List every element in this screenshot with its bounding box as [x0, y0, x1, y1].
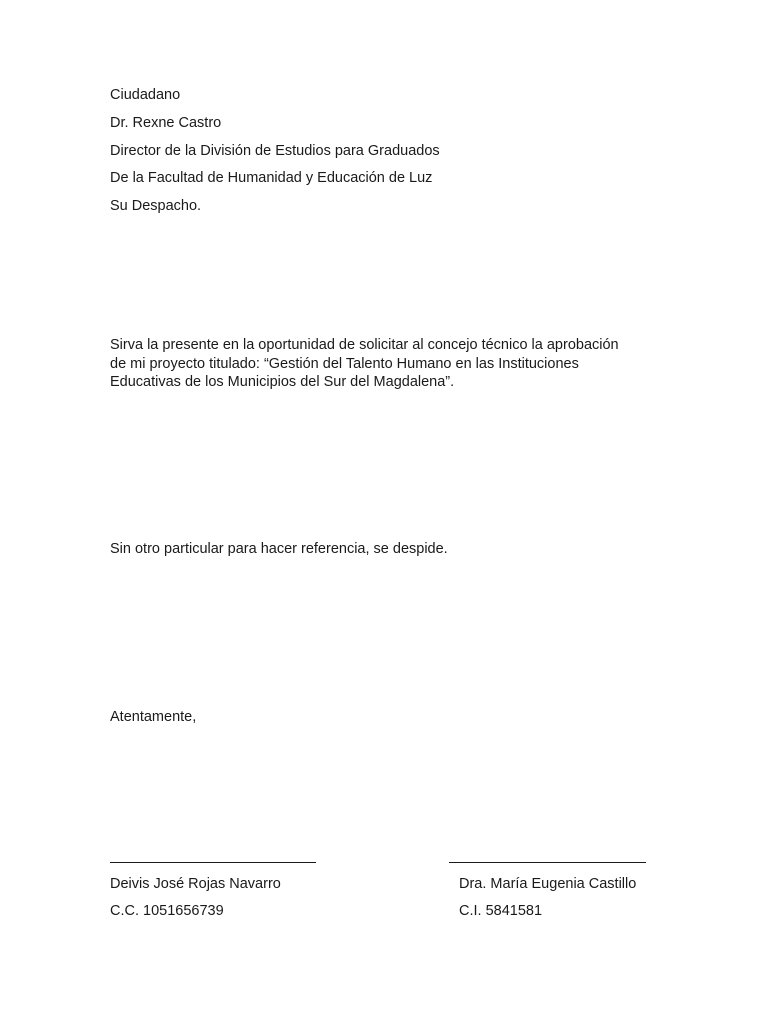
letter-body — [110, 336, 670, 392]
closing-signoff: Atentamente, — [110, 709, 197, 725]
signature-line-left — [110, 862, 316, 864]
signer-1-name: Deivis José Rojas Navarro — [110, 876, 281, 892]
recipient-faculty: De la Facultad de Humanidad y Educación de Luz — [110, 170, 433, 186]
recipient-office: Su Despacho. — [110, 198, 202, 214]
body-line-2: de mi proyecto titulado: “Gestión del Talento Humano en las Instituciones — [110, 355, 579, 372]
body-line-3: Educativas de los Municipios del Sur del Magdalena”. — [110, 374, 455, 390]
recipient-position: Director de la División de Estudios para Graduados — [110, 143, 440, 159]
body-line-1: Sirva la presente en la oportunidad de solicitar al concejo técnico la aprobación — [110, 337, 619, 353]
closing-farewell: Sin otro particular para hacer referencia, se despide. — [110, 541, 448, 557]
recipient-salutation: Ciudadano — [110, 87, 181, 103]
signer-2-id: C.I. 5841581 — [459, 903, 543, 919]
signature-line-right — [449, 862, 646, 864]
recipient-name: Dr. Rexne Castro — [110, 115, 222, 131]
signer-1-id: C.C. 1051656739 — [110, 903, 224, 919]
signer-2-name: Dra. María Eugenia Castillo — [459, 876, 637, 892]
